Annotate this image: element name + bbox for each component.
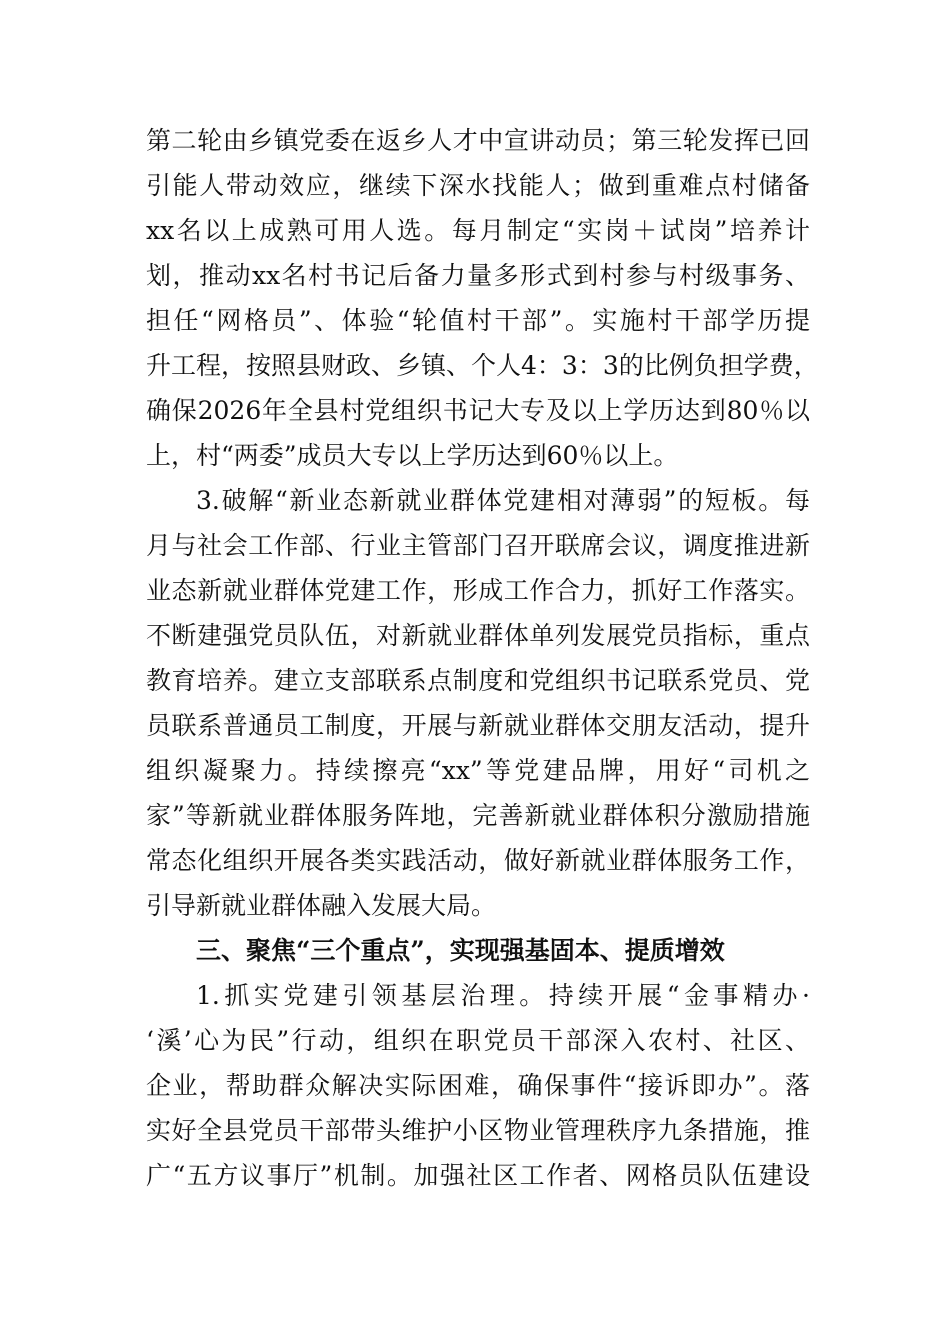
paragraph-line: 广“五方议事厅”机制。加强社区工作者、网格员队伍建设: [146, 1161, 810, 1190]
paragraph-line: xx名以上成熟可用人选。每月制定“实岗＋试岗”培养计: [146, 216, 810, 245]
paragraph-line: 引能人带动效应，继续下深水找能人；做到重难点村储备: [146, 171, 810, 200]
paragraph-line: 教育培养。建立支部联系点制度和党组织书记联系党员、党: [146, 666, 810, 695]
paragraph-line: 业态新就业群体党建工作，形成工作合力，抓好工作落实。: [146, 576, 810, 605]
paragraph-line: 不断建强党员队伍，对新就业群体单列发展党员指标，重点: [146, 621, 810, 650]
paragraph-line: 1.抓实党建引领基层治理。持续开展“金事精办·: [196, 981, 810, 1010]
paragraph-line: 3.破解“新业态新就业群体党建相对薄弱”的短板。每: [196, 486, 810, 515]
paragraph-line: 常态化组织开展各类实践活动，做好新就业群体服务工作，: [146, 846, 810, 875]
paragraph-line: 组织凝聚力。持续擦亮“xx”等党建品牌，用好“司机之: [146, 756, 810, 785]
paragraph-line: 升工程，按照县财政、乡镇、个人4：3：3的比例负担学费，: [146, 351, 819, 380]
document-body: [146, 118, 819, 1198]
paragraph-line: 员联系普通员工制度，开展与新就业群体交朋友活动，提升: [146, 711, 810, 740]
paragraph-line: 月与社会工作部、行业主管部门召开联席会议，调度推进新: [146, 531, 810, 560]
paragraph-1: [146, 118, 819, 478]
paragraph-line: 企业，帮助群众解决实际困难，确保事件“接诉即办”。落: [146, 1071, 810, 1100]
paragraph-line: 引导新就业群体融入发展大局。: [146, 891, 497, 920]
paragraph-line: 上，村“两委”成员大专以上学历达到60％以上。: [146, 441, 679, 470]
paragraph-3: [146, 973, 810, 1198]
paragraph-line: ‘溪’心为民”行动，组织在职党员干部深入农村、社区、: [146, 1026, 810, 1055]
paragraph-2: [146, 478, 810, 928]
paragraph-line: 第二轮由乡镇党委在返乡人才中宣讲动员；第三轮发挥已回: [146, 126, 810, 155]
section-heading: 三、聚焦“三个重点”，实现强基固本、提质增效: [196, 936, 725, 965]
paragraph-line: 担任“网格员”、体验“轮值村干部”。实施村干部学历提: [146, 306, 810, 335]
paragraph-line: 确保2026年全县村党组织书记大专及以上学历达到80％以: [146, 396, 810, 425]
paragraph-line: 家”等新就业群体服务阵地，完善新就业群体积分激励措施: [146, 801, 810, 830]
paragraph-line: 实好全县党员干部带头维护小区物业管理秩序九条措施，推: [146, 1116, 810, 1145]
paragraph-line: 划，推动xx名村书记后备力量多形式到村参与村级事务、: [146, 261, 810, 290]
